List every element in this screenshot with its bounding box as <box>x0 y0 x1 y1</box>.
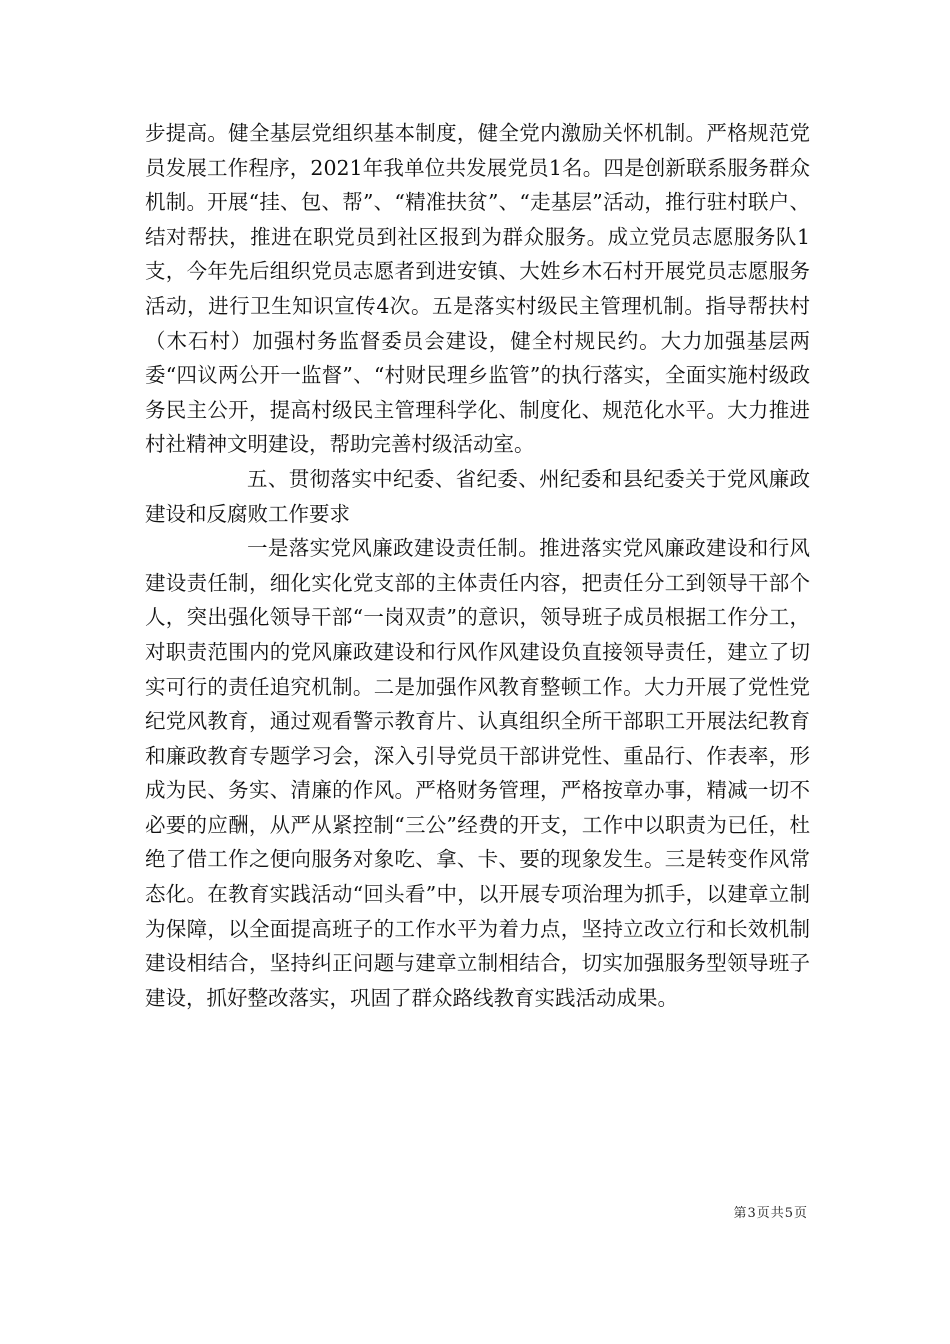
document-body <box>145 116 810 1015</box>
paragraph-continued: 步提高。健全基层党组织基本制度，健全党内激励关怀机制。严格规范党员发展工作程序，2021年我单位共发展党员1名。四是创新联系服务群众机制。开展“挂、包、帮”、“精准扶贫”、“走基层”活动，推行驻村联户、结对帮扶，推进在职党员到社区报到为群众服务。成立党员志愿服务队1支，今年先后组织党员志愿者到进安镇、大姓乡木石村开展党员志愿服务活动，进行卫生知识宣传4次。五是落实村级民主管理机制。指导帮扶村（木石村）加强村务监督委员会建设，健全村规民约。大力加强基层两委“四议两公开一监督”、“村财民理乡监管”的执行落实，全面实施村级政务民主公开，提高村级民主管理科学化、制度化、规范化水平。大力推进村社精神文明建设，帮助完善村级活动室。 <box>145 121 810 457</box>
page-number-footer: 第3页共5页 <box>733 1206 808 1221</box>
paragraph-body: 一是落实党风廉政建设责任制。推进落实党风廉政建设和行风建设责任制，细化实化党支部的主体责任内容，把责任分工到领导干部个人，突出强化领导干部“一岗双责”的意识，领导班子成员根据工作分工，对职责范围内的党风廉政建设和行风作风建设负直接领导责任，建立了切实可行的责任追究机制。二是加强作风教育整顿工作。大力开展了党性党纪党风教育，通过观看警示教育片、认真组织全所干部职工开展法纪教育和廉政教育专题学习会，深入引导党员干部讲党性、重品行、作表率，形成为民、务实、清廉的作风。严格财务管理，严格按章办事，精减一切不必要的应酬，从严从紧控制“三公”经费的开支，工作中以职责为已任，杜绝了借工作之便向服务对象吃、拿、卡、要的现象发生。三是转变作风常态化。在教育实践活动“回头看”中，以开展专项治理为抓手，以建章立制为保障，以全面提高班子的工作水平为着力点，坚持立改立行和长效机制建设相结合，坚持纠正问题与建章立制相结合，切实加强服务型领导班子建设，抓好整改落实，巩固了群众路线教育实践活动成果。 <box>145 536 810 1010</box>
section-heading: 五、贯彻落实中纪委、省纪委、州纪委和县纪委关于党风廉政建设和反腐败工作要求 <box>145 466 810 526</box>
